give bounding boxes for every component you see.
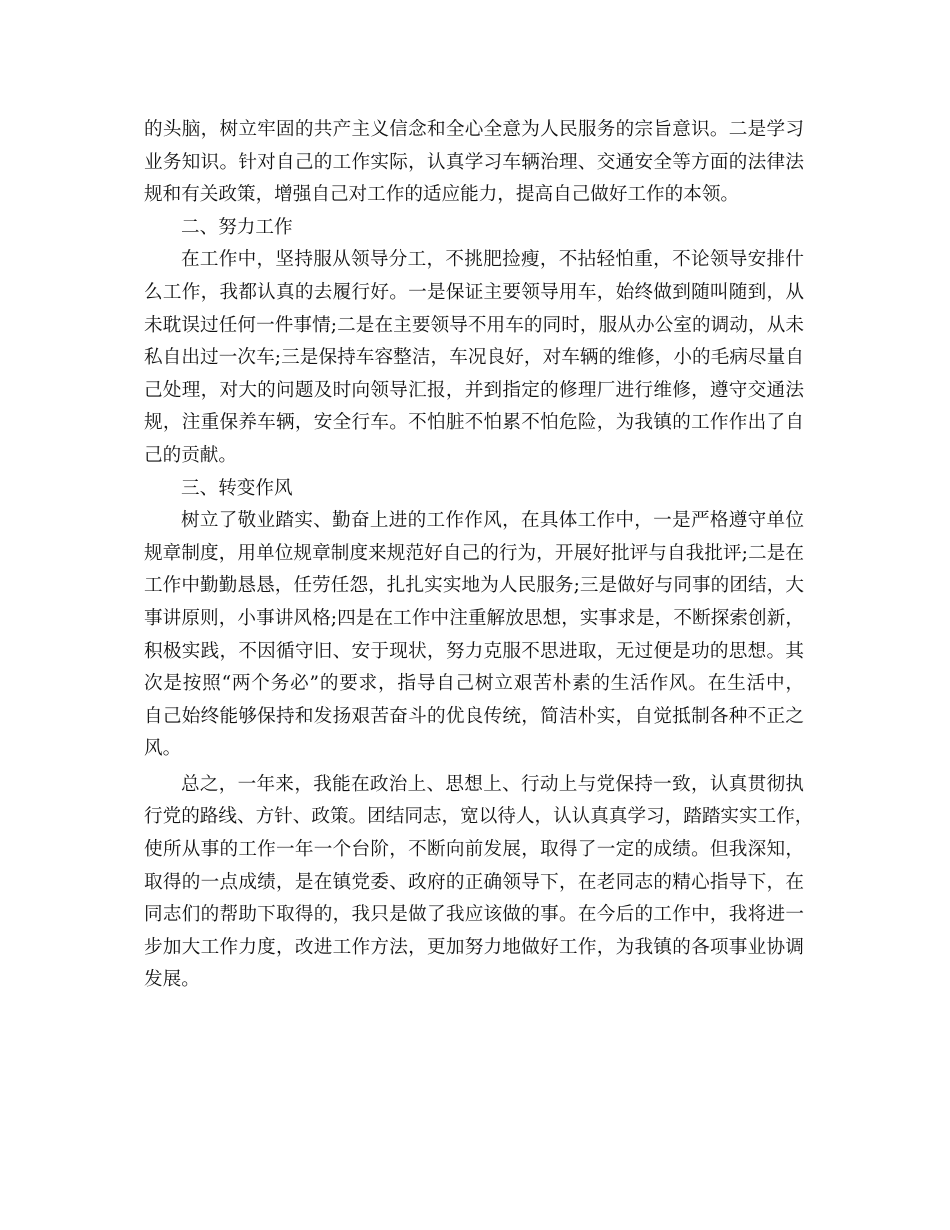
text-line: 步加大工作力度，改进工作方法，更加努力地做好工作，为我镇的各项事业协调 [144,936,804,958]
text-line: 次是按照“两个务必”的要求，指导自己树立艰苦朴素的生活作风。在生活中， [144,673,804,695]
text-line: 规章制度，用单位规章制度来规范好自己的行为，开展好批评与自我批评;二是在 [144,542,804,564]
text-line: 的头脑，树立牢固的共产主义信念和全心全意为人民服务的宗旨意识。二是学习 [144,119,804,140]
text-line: 在工作中，坚持服从领导分工，不挑肥捡瘦，不拈轻怕重，不论领导安排什 [181,249,804,271]
text-line: 事讲原则，小事讲风格;四是在工作中注重解放思想，实事求是，不断探索创新， [144,607,804,629]
text-line: 己处理，对大的问题及时向领导汇报，并到指定的修理厂进行维修，遵守交通法 [144,379,804,401]
text-line: 么工作，我都认真的去履行好。一是保证主要领导用车，始终做到随叫随到，从 [144,281,804,303]
text-line: 自己始终能够保持和发扬艰苦奋斗的优良传统，简洁朴实，自觉抵制各种不正之 [144,705,804,727]
text-line: 取得的一点成绩，是在镇党委、政府的正确领导下，在老同志的精心指导下，在 [144,871,804,893]
text-line: 风。 [144,738,182,760]
text-line: 使所从事的工作一年一个台阶，不断向前发展，取得了一定的成绩。但我深知， [144,839,804,861]
text-line: 总之，一年来，我能在政治上、思想上、行动上与党保持一致，认真贯彻执 [181,773,804,795]
text-line: 私自出过一次车;三是保持车容整洁，车况良好，对车辆的维修，小的毛病尽量自 [144,347,804,369]
section-heading: 二、努力工作 [181,216,293,238]
text-line: 树立了敬业踏实、勤奋上进的工作作风，在具体工作中，一是严格遵守单位 [181,510,804,532]
text-line: 行党的路线、方针、政策。团结同志，宽以待人，认认真真学习，踏踏实实工作， [144,806,814,828]
text-line: 己的贡献。 [144,444,237,466]
text-line: 规，注重保养车辆，安全行车。不怕脏不怕累不怕危险，为我镇的工作作出了自 [144,412,804,434]
text-line: 工作中勤勤恳恳，任劳任怨，扎扎实实地为人民服务;三是做好与同事的团结，大 [144,575,804,597]
text-line: 积极实践，不因循守旧、安于现状，努力克服不思进取，无过便是功的思想。其 [144,640,804,662]
section-heading: 三、转变作风 [181,477,293,499]
text-line: 同志们的帮助下取得的，我只是做了我应该做的事。在今后的工作中，我将进一 [144,904,804,926]
text-line: 业务知识。针对自己的工作实际，认真学习车辆治理、交通安全等方面的法律法 [144,151,804,173]
text-line: 发展。 [144,969,200,991]
text-line: 规和有关政策，增强自己对工作的适应能力，提高自己做好工作的本领。 [144,184,740,206]
text-line: 未耽误过任何一件事情;二是在主要领导不用车的同时，服从办公室的调动，从未 [144,314,804,336]
document-body [144,114,814,997]
